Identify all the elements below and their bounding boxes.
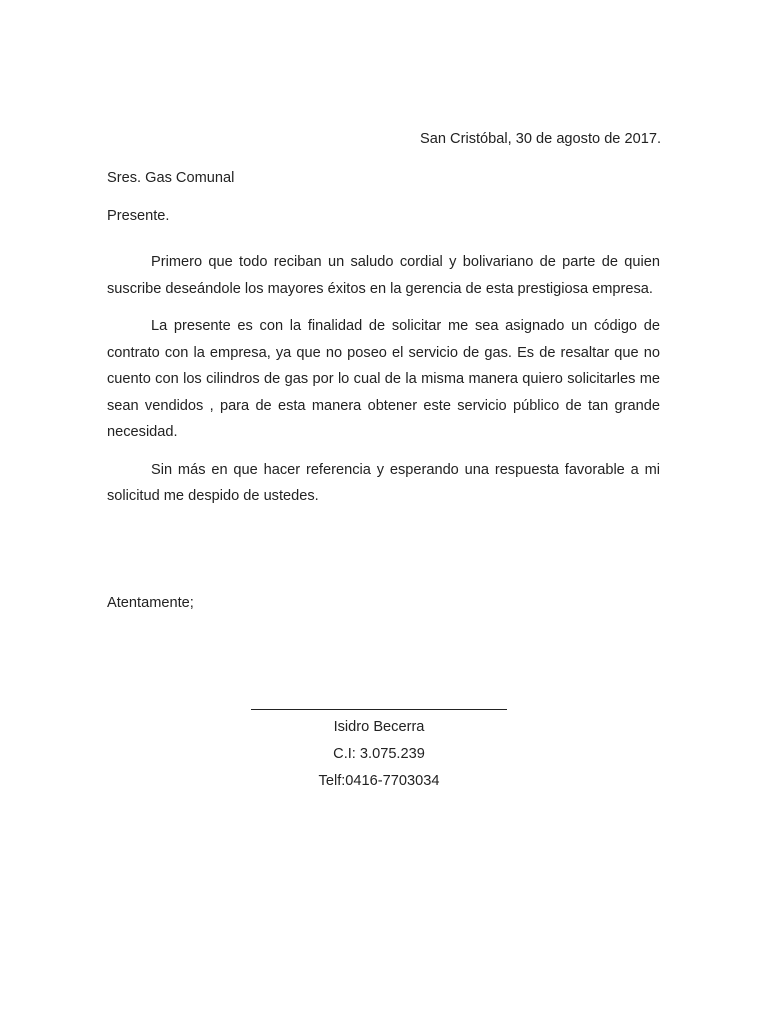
signature-name: Isidro Becerra [333,719,425,735]
addressee: Sres. Gas Comunal [107,170,235,186]
paragraph-request: La presente es con la finalidad de solicitar me sea asignado un código de contrato con la empresa, ya que no poseo el servicio de gas. Es de resaltar que no cuento con los cilindros de gas por lo cual de la misma manera quiero solicitarles me sean vendidos , para de esta manera obtener este servicio público de tan grande necesidad. [107,318,660,440]
closing: Atentamente; [107,595,194,611]
date-line: San Cristóbal, 30 de agosto de 2017. [420,131,661,147]
signature-block [251,709,507,795]
paragraph-greeting: Primero que todo reciban un saludo cordial y bolivariano de parte de quien suscribe deseándole los mayores éxitos en la gerencia de esta prestigiosa empresa. [107,254,660,297]
paragraph-farewell: Sin más en que hacer referencia y esperando una respuesta favorable a mi solicitud me despido de ustedes. [107,461,660,504]
signature-id: C.I: 3.075.239 [333,746,425,762]
signature-phone: Telf:0416-7703034 [318,773,440,789]
signature-line [251,709,507,710]
letter-body [107,249,660,521]
salutation: Presente. [107,208,170,224]
